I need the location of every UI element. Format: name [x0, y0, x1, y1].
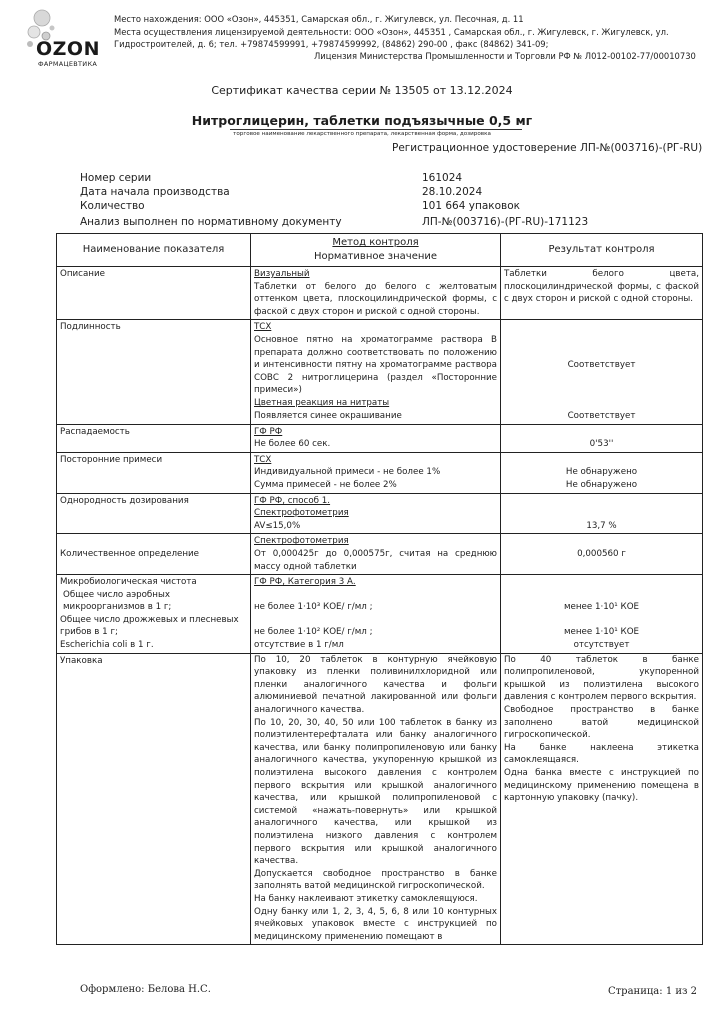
info-value-series: 161024 — [422, 172, 463, 184]
page-number: Страница: 1 из 2 — [608, 986, 698, 997]
company-logo — [14, 8, 109, 68]
row-name-text: Количественное определение — [60, 548, 200, 559]
row-method: ГФ РФ — [254, 426, 283, 437]
row-result-text: Одна банка вместе с инструкцией по медицинскому применению помещена в картонную упаковку (пачку). — [504, 768, 699, 804]
info-label-normdoc: Анализ выполнен по нормативному документу — [80, 216, 342, 228]
row-norm-text: На банку наклеивают этикетку самоклеящуюся. — [254, 893, 478, 904]
row-result-text: Свободное пространство в банке заполнено ватой медицинской гигроскопической. — [504, 705, 699, 741]
table-row — [57, 653, 703, 945]
row-norm-text: не более 1·10² КОЕ/ г/мл ; — [254, 627, 373, 638]
header-licensed-places: Места осуществления лицензируемой деятельности: ООО «Озон», 445351 , Самарская обл., г. Жигулевск, г. Жигулевск, ул. — [114, 27, 669, 37]
row-method: ГФ РФ, Категория 3 А. — [254, 577, 356, 588]
row-method: ТСХ — [254, 322, 272, 333]
row-name-text: Общее число аэробных микроорганизмов в 1 г; — [63, 589, 172, 613]
row-result-text: Соответствует — [567, 410, 636, 421]
row-result — [501, 534, 703, 575]
row-method: Цветная реакция на нитраты — [254, 397, 390, 408]
row-name: Однородность дозирования — [57, 493, 251, 534]
row-norm — [251, 267, 501, 320]
table-row — [57, 534, 703, 575]
product-name-underline — [230, 129, 522, 130]
row-name-text: Escherichia coli в 1 г. — [60, 640, 154, 651]
row-result — [501, 493, 703, 534]
product-caption: торговое наименование лекарственного препарата, лекарственная форма, дозировка — [233, 131, 491, 137]
registration-certificate: Регистрационное удостоверение ЛП-№(003716)-(РГ-RU) — [392, 142, 703, 154]
prepared-by: Оформлено: Белова Н.С. — [80, 984, 211, 995]
row-result: Таблетки белого цвета, плоскоцилиндрической формы, с фаской с двух сторон и риской с одной стороны. — [501, 267, 703, 320]
col-header-parameter: Наименование показателя — [57, 234, 251, 267]
info-value-quantity: 101 664 упаковок — [422, 200, 520, 212]
row-result — [501, 320, 703, 424]
row-result-text: Не обнаружено — [565, 479, 638, 490]
row-norm-text: По 10, 20, 30, 40, 50 или 100 таблеток в банку из полиэтилентерефталата или банку аналогичного качества, или банку полипропиленовую или банку аналогичного качества, укупоренную крышкой из полиэтилена высокого давления с контролем первого вскрытия или крышкой аналогичного качества, или крышкой полипропиленовой с системой «нажать-повернуть» или крышкой аналогичного качества, или крышкой из полиэтилена низкого давления с контролем первого вскрытия или крышкой аналогичного качества. — [254, 717, 497, 867]
info-label-series: Номер серии — [80, 172, 152, 184]
row-method: Спектрофотометрия — [254, 536, 349, 547]
row-norm — [251, 320, 501, 424]
row-result — [501, 452, 703, 493]
table-row — [57, 424, 703, 452]
row-norm-text: не более 1·10³ КОЕ/ г/мл ; — [254, 602, 373, 613]
col-header-result: Результат контроля — [501, 234, 703, 267]
table-row — [57, 452, 703, 493]
row-result-text: 13,7 % — [586, 520, 617, 531]
info-label-date: Дата начала производства — [80, 186, 230, 198]
row-result-text: На банке наклеена этикетка самоклеящаяся. — [504, 742, 699, 766]
certificate-title: Сертификат качества серии № 13505 от 13.12.2024 — [211, 84, 513, 97]
info-value-normdoc: ЛП-№(003716)-(РГ-RU)-171123 — [422, 216, 589, 228]
row-norm — [251, 424, 501, 452]
row-norm-text: отсутствие в 1 г/мл — [254, 640, 344, 651]
row-name: Описание — [57, 267, 251, 320]
table-row — [57, 320, 703, 424]
row-method: ТСХ — [254, 454, 272, 465]
row-result-text: Не обнаружено — [565, 467, 638, 478]
table-row — [57, 267, 703, 320]
header-contacts: Гидростроителей, д. 6; тел. +79874599991, +79874599992, (84862) 290-00 , факс (84862) 341-09; — [114, 39, 549, 49]
col-header-method — [251, 234, 501, 267]
row-name — [57, 534, 251, 575]
row-name: Посторонние примеси — [57, 452, 251, 493]
row-method: ГФ РФ, способ 1. — [254, 495, 331, 506]
row-method: Спектрофотометрия — [254, 508, 349, 519]
row-norm-text: Таблетки от белого до белого с желтоватым оттенком цвета, плоскоцилиндрической формы, с фаской с двух сторон и риской с одной стороны. — [254, 281, 497, 317]
row-norm-text: AV≤15,0% — [254, 520, 301, 531]
row-result-text: менее 1·10¹ КОЕ — [563, 602, 640, 613]
table-header-row — [57, 234, 703, 267]
row-norm-text: Допускается свободное пространство в банке заполнять ватой медицинской гигроскопической. — [254, 868, 497, 892]
row-norm-text: Сумма примесей - не более 2% — [254, 479, 397, 490]
row-method: Визуальный — [254, 269, 310, 279]
product-name: Нитроглицерин, таблетки подъязычные 0,5 мг — [191, 113, 533, 128]
table-row — [57, 493, 703, 534]
row-norm — [251, 575, 501, 654]
row-result-text: Соответствует — [567, 360, 636, 371]
row-norm — [251, 493, 501, 534]
row-norm — [251, 653, 501, 945]
col-header-norm-title: Нормативное значение — [313, 251, 438, 262]
row-norm-text: По 10, 20 таблеток в контурную ячейковую упаковку из пленки поливинилхлоридной или пленки аналогичного качества и фольги алюминиевой печатной лакированной или фольги аналогичного качества. — [254, 654, 497, 716]
logo-text: OZON — [36, 38, 100, 60]
header-address: Место нахождения: ООО «Озон», 445351, Самарская обл., г. Жигулевск, ул. Песочная, д. 11 — [114, 14, 524, 24]
row-result — [501, 575, 703, 654]
row-result-text: отсутствует — [573, 640, 630, 651]
row-name-text: Микробиологическая чистота — [60, 577, 197, 588]
row-result-text: По 40 таблеток в банке полипропиленовой, укупоренной крышкой из полиэтилена высокого давления с контролем первого вскрытия. — [504, 654, 699, 703]
row-norm — [251, 534, 501, 575]
quality-table — [56, 233, 703, 945]
row-result — [501, 424, 703, 452]
col-header-method-title: Метод контроля — [332, 237, 419, 248]
row-name-text: Общее число дрожжевых и плесневых грибов в 1 г; — [60, 614, 239, 638]
row-norm-text: Одну банку или 1, 2, 3, 4, 5, 6, 8 или 10 контурных ячейковых упаковок вместе с инструкцией по медицинскому применению помещают в — [254, 906, 497, 942]
info-value-date: 28.10.2024 — [422, 186, 483, 198]
table-row — [57, 575, 703, 654]
row-norm-text: От 0,000425г до 0,000575г, считая на среднюю массу одной таблетки — [254, 548, 497, 572]
row-name: Распадаемость — [57, 424, 251, 452]
row-norm-text: Не более 60 сек. — [254, 439, 331, 450]
row-name: Упаковка — [57, 653, 251, 945]
row-result-text: менее 1·10¹ КОЕ — [563, 627, 640, 638]
row-norm — [251, 452, 501, 493]
logo-subtext: ФАРМАЦЕВТИКА — [38, 60, 98, 68]
info-label-quantity: Количество — [80, 200, 145, 212]
row-norm-text: Индивидуальной примеси - не более 1% — [254, 467, 441, 478]
row-result-text: 0'53'' — [589, 439, 614, 450]
row-norm-text: Появляется синее окрашивание — [254, 410, 402, 421]
row-name — [57, 575, 251, 654]
header-license: Лицензия Министерства Промышленности и Торговли РФ № Л012-00102-77/00010730 — [314, 51, 696, 61]
row-name: Подлинность — [57, 320, 251, 424]
row-result — [501, 653, 703, 945]
row-norm-text: Основное пятно на хроматограмме раствора В препарата должно соответствовать по положению и интенсивности пятну на хроматограмме раствора СОВС 2 нитроглицерина (раздел «Посторонние примеси») — [254, 334, 497, 396]
row-result-text: 0,000560 г — [577, 548, 626, 559]
